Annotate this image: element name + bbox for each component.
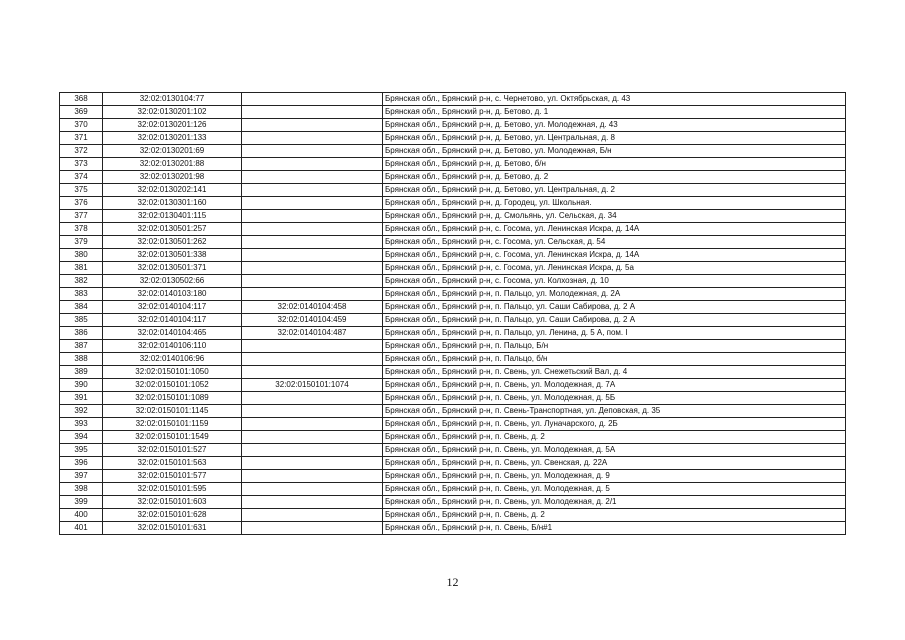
related-object-cell <box>242 418 383 431</box>
related-object-cell <box>242 249 383 262</box>
row-number-cell: 373 <box>60 158 103 171</box>
address-cell: Брянская обл., Брянский р-н, п. Свень, ул. Молодежная, д. 2/1 <box>383 496 846 509</box>
cadastral-number-cell: 32:02:0130501:338 <box>103 249 242 262</box>
related-object-cell <box>242 522 383 535</box>
cadastral-number-cell: 32:02:0150101:527 <box>103 444 242 457</box>
table-row <box>60 223 846 236</box>
table-row <box>60 405 846 418</box>
table-row <box>60 392 846 405</box>
row-number-cell: 376 <box>60 197 103 210</box>
address-cell: Брянская обл., Брянский р-н, п. Свень, ул. Свенская, д. 22А <box>383 457 846 470</box>
table-row <box>60 509 846 522</box>
table-row <box>60 93 846 106</box>
table-row <box>60 106 846 119</box>
related-object-cell <box>242 483 383 496</box>
table-row <box>60 496 846 509</box>
cadastral-number-cell: 32:02:0150101:1052 <box>103 379 242 392</box>
table-row <box>60 483 846 496</box>
related-object-cell <box>242 509 383 522</box>
related-object-cell: 32:02:0140104:487 <box>242 327 383 340</box>
related-object-cell <box>242 275 383 288</box>
table-row <box>60 418 846 431</box>
table-row <box>60 236 846 249</box>
related-object-cell: 32:02:0140104:459 <box>242 314 383 327</box>
row-number-cell: 381 <box>60 262 103 275</box>
related-object-cell <box>242 132 383 145</box>
related-object-cell <box>242 93 383 106</box>
address-cell: Брянская обл., Брянский р-н, д. Городец, ул. Школьная. <box>383 197 846 210</box>
table-row <box>60 314 846 327</box>
row-number-cell: 395 <box>60 444 103 457</box>
cadastral-number-cell: 32:02:0130104:77 <box>103 93 242 106</box>
table-row <box>60 184 846 197</box>
row-number-cell: 397 <box>60 470 103 483</box>
table-row <box>60 249 846 262</box>
cadastral-number-cell: 32:02:0130201:102 <box>103 106 242 119</box>
cadastral-number-cell: 32:02:0150101:1159 <box>103 418 242 431</box>
related-object-cell <box>242 171 383 184</box>
row-number-cell: 388 <box>60 353 103 366</box>
cadastral-number-cell: 32:02:0150101:1089 <box>103 392 242 405</box>
cadastral-number-cell: 32:02:0150101:1145 <box>103 405 242 418</box>
related-object-cell <box>242 210 383 223</box>
table-row <box>60 444 846 457</box>
address-cell: Брянская обл., Брянский р-н, д. Бетово, ул. Молодежная, Б/н <box>383 145 846 158</box>
address-cell: Брянская обл., Брянский р-н, д. Бетово, ул. Молодежная, д. 43 <box>383 119 846 132</box>
row-number-cell: 370 <box>60 119 103 132</box>
row-number-cell: 398 <box>60 483 103 496</box>
row-number-cell: 401 <box>60 522 103 535</box>
table-row <box>60 470 846 483</box>
related-object-cell <box>242 223 383 236</box>
row-number-cell: 391 <box>60 392 103 405</box>
row-number-cell: 393 <box>60 418 103 431</box>
cadastral-number-cell: 32:02:0140104:465 <box>103 327 242 340</box>
related-object-cell <box>242 353 383 366</box>
cadastral-number-cell: 32:02:0150101:577 <box>103 470 242 483</box>
address-cell: Брянская обл., Брянский р-н, п. Пальцо, ул. Молодежная, д. 2А <box>383 288 846 301</box>
row-number-cell: 394 <box>60 431 103 444</box>
cadastral-number-cell: 32:02:0150101:628 <box>103 509 242 522</box>
row-number-cell: 392 <box>60 405 103 418</box>
cadastral-number-cell: 32:02:0130202:141 <box>103 184 242 197</box>
cadastral-number-cell: 32:02:0130201:88 <box>103 158 242 171</box>
address-cell: Брянская обл., Брянский р-н, п. Пальцо, ул. Саши Сабирова, д. 2 А <box>383 301 846 314</box>
address-cell: Брянская обл., Брянский р-н, п. Свень-Транспортная, ул. Деповская, д. 35 <box>383 405 846 418</box>
address-cell: Брянская обл., Брянский р-н, с. Чернетово, ул. Октябрьская, д. 43 <box>383 93 846 106</box>
cadastral-number-cell: 32:02:0150101:1050 <box>103 366 242 379</box>
address-cell: Брянская обл., Брянский р-н, д. Смольянь, ул. Сельская, д. 34 <box>383 210 846 223</box>
address-cell: Брянская обл., Брянский р-н, п. Свень, ул. Молодежная, д. 5Б <box>383 392 846 405</box>
address-cell: Брянская обл., Брянский р-н, п. Свень, ул. Молодежная, д. 5А <box>383 444 846 457</box>
related-object-cell <box>242 158 383 171</box>
table-row <box>60 171 846 184</box>
address-cell: Брянская обл., Брянский р-н, д. Бетово, д. 1 <box>383 106 846 119</box>
registry-table-body <box>60 93 846 535</box>
table-row <box>60 145 846 158</box>
cadastral-number-cell: 32:02:0150101:563 <box>103 457 242 470</box>
related-object-cell <box>242 236 383 249</box>
row-number-cell: 384 <box>60 301 103 314</box>
related-object-cell <box>242 288 383 301</box>
address-cell: Брянская обл., Брянский р-н, п. Свень, ул. Луначарского, д. 2Б <box>383 418 846 431</box>
related-object-cell <box>242 457 383 470</box>
cadastral-number-cell: 32:02:0130502:66 <box>103 275 242 288</box>
table-row <box>60 210 846 223</box>
related-object-cell <box>242 184 383 197</box>
row-number-cell: 371 <box>60 132 103 145</box>
related-object-cell <box>242 197 383 210</box>
row-number-cell: 385 <box>60 314 103 327</box>
related-object-cell: 32:02:0150101:1074 <box>242 379 383 392</box>
cadastral-number-cell: 32:02:0130201:98 <box>103 171 242 184</box>
cadastral-number-cell: 32:02:0130201:126 <box>103 119 242 132</box>
cadastral-number-cell: 32:02:0140106:110 <box>103 340 242 353</box>
related-object-cell <box>242 262 383 275</box>
related-object-cell <box>242 106 383 119</box>
cadastral-number-cell: 32:02:0140106:96 <box>103 353 242 366</box>
related-object-cell <box>242 444 383 457</box>
related-object-cell <box>242 340 383 353</box>
address-cell: Брянская обл., Брянский р-н, с. Госома, ул. Колхозная, д. 10 <box>383 275 846 288</box>
address-cell: Брянская обл., Брянский р-н, п. Свень, ул. Молодежная, д. 5 <box>383 483 846 496</box>
cadastral-number-cell: 32:02:0130201:133 <box>103 132 242 145</box>
address-cell: Брянская обл., Брянский р-н, д. Бетово, ул. Центральная, д. 2 <box>383 184 846 197</box>
address-cell: Брянская обл., Брянский р-н, с. Госома, ул. Сельская, д. 54 <box>383 236 846 249</box>
table-row <box>60 119 846 132</box>
related-object-cell <box>242 431 383 444</box>
cadastral-number-cell: 32:02:0130501:257 <box>103 223 242 236</box>
address-cell: Брянская обл., Брянский р-н, п. Свень, ул. Молодежная, д. 9 <box>383 470 846 483</box>
cadastral-number-cell: 32:02:0150101:595 <box>103 483 242 496</box>
page-number: 12 <box>446 575 459 589</box>
address-cell: Брянская обл., Брянский р-н, д. Бетово, б/н <box>383 158 846 171</box>
row-number-cell: 368 <box>60 93 103 106</box>
registry-table <box>59 92 846 535</box>
row-number-cell: 399 <box>60 496 103 509</box>
related-object-cell <box>242 470 383 483</box>
address-cell: Брянская обл., Брянский р-н, п. Свень, ул. Снежетьский Вал, д. 4 <box>383 366 846 379</box>
row-number-cell: 386 <box>60 327 103 340</box>
cadastral-number-cell: 32:02:0150101:1549 <box>103 431 242 444</box>
address-cell: Брянская обл., Брянский р-н, п. Свень, ул. Молодежная, д. 7А <box>383 379 846 392</box>
table-row <box>60 522 846 535</box>
table-row <box>60 366 846 379</box>
related-object-cell <box>242 119 383 132</box>
related-object-cell <box>242 405 383 418</box>
row-number-cell: 372 <box>60 145 103 158</box>
row-number-cell: 378 <box>60 223 103 236</box>
row-number-cell: 375 <box>60 184 103 197</box>
cadastral-number-cell: 32:02:0130201:69 <box>103 145 242 158</box>
row-number-cell: 390 <box>60 379 103 392</box>
address-cell: Брянская обл., Брянский р-н, п. Пальцо, б/н <box>383 353 846 366</box>
row-number-cell: 369 <box>60 106 103 119</box>
row-number-cell: 396 <box>60 457 103 470</box>
cadastral-number-cell: 32:02:0150101:631 <box>103 522 242 535</box>
table-row <box>60 262 846 275</box>
row-number-cell: 383 <box>60 288 103 301</box>
address-cell: Брянская обл., Брянский р-н, д. Бетово, д. 2 <box>383 171 846 184</box>
row-number-cell: 400 <box>60 509 103 522</box>
address-cell: Брянская обл., Брянский р-н, с. Госома, ул. Ленинская Искра, д. 14А <box>383 223 846 236</box>
table-row <box>60 158 846 171</box>
address-cell: Брянская обл., Брянский р-н, п. Свень, д. 2 <box>383 509 846 522</box>
cadastral-number-cell: 32:02:0130401:115 <box>103 210 242 223</box>
row-number-cell: 374 <box>60 171 103 184</box>
related-object-cell: 32:02:0140104:458 <box>242 301 383 314</box>
related-object-cell <box>242 145 383 158</box>
table-row <box>60 431 846 444</box>
cadastral-number-cell: 32:02:0130301:160 <box>103 197 242 210</box>
table-row <box>60 301 846 314</box>
table-row <box>60 340 846 353</box>
row-number-cell: 379 <box>60 236 103 249</box>
cadastral-number-cell: 32:02:0140104:117 <box>103 314 242 327</box>
row-number-cell: 389 <box>60 366 103 379</box>
row-number-cell: 380 <box>60 249 103 262</box>
row-number-cell: 382 <box>60 275 103 288</box>
related-object-cell <box>242 366 383 379</box>
table-row <box>60 353 846 366</box>
table-row <box>60 275 846 288</box>
address-cell: Брянская обл., Брянский р-н, п. Свень, Б/н#1 <box>383 522 846 535</box>
table-row <box>60 457 846 470</box>
table-row <box>60 197 846 210</box>
table-row <box>60 288 846 301</box>
address-cell: Брянская обл., Брянский р-н, с. Госома, ул. Ленинская Искра, д. 14А <box>383 249 846 262</box>
address-cell: Брянская обл., Брянский р-н, п. Пальцо, Б/н <box>383 340 846 353</box>
row-number-cell: 387 <box>60 340 103 353</box>
related-object-cell <box>242 496 383 509</box>
cadastral-number-cell: 32:02:0140103:180 <box>103 288 242 301</box>
cadastral-number-cell: 32:02:0130501:262 <box>103 236 242 249</box>
cadastral-number-cell: 32:02:0130501:371 <box>103 262 242 275</box>
table-row <box>60 379 846 392</box>
related-object-cell <box>242 392 383 405</box>
cadastral-number-cell: 32:02:0140104:117 <box>103 301 242 314</box>
address-cell: Брянская обл., Брянский р-н, д. Бетово, ул. Центральная, д. 8 <box>383 132 846 145</box>
address-cell: Брянская обл., Брянский р-н, п. Пальцо, ул. Ленина, д. 5 А, пом. I <box>383 327 846 340</box>
table-row <box>60 327 846 340</box>
table-row <box>60 132 846 145</box>
row-number-cell: 377 <box>60 210 103 223</box>
address-cell: Брянская обл., Брянский р-н, с. Госома, ул. Ленинская Искра, д. 5а <box>383 262 846 275</box>
address-cell: Брянская обл., Брянский р-н, п. Пальцо, ул. Саши Сабирова, д. 2 А <box>383 314 846 327</box>
address-cell: Брянская обл., Брянский р-н, п. Свень, д. 2 <box>383 431 846 444</box>
cadastral-number-cell: 32:02:0150101:603 <box>103 496 242 509</box>
